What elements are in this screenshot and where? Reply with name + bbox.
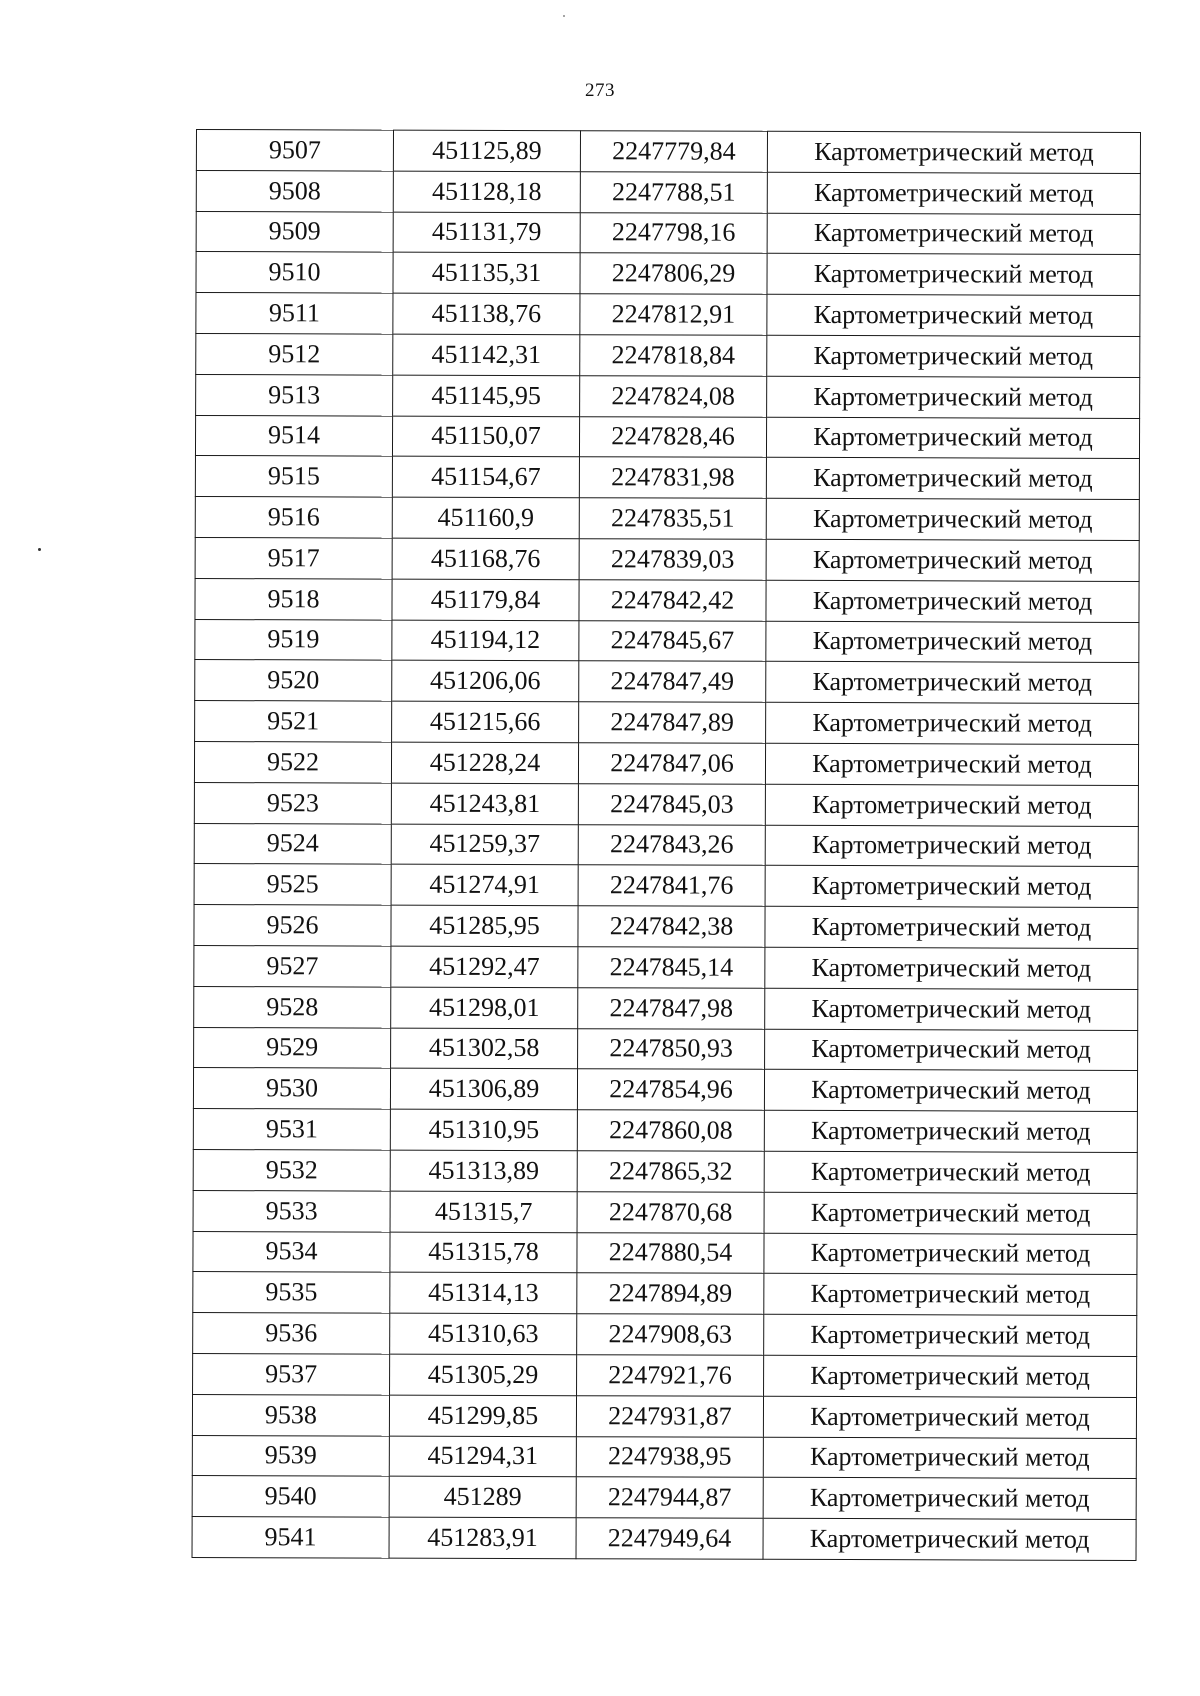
method-cell: Картометрический метод xyxy=(767,335,1140,377)
table-row xyxy=(195,701,1139,745)
method-cell: Картометрический метод xyxy=(765,825,1138,867)
table-row xyxy=(192,1476,1136,1520)
x-coordinate-cell: 451215,66 xyxy=(392,701,579,742)
table-row xyxy=(194,823,1138,867)
x-coordinate-cell: 451228,24 xyxy=(391,742,578,783)
point-number-cell: 9519 xyxy=(195,619,392,660)
table-row xyxy=(194,741,1138,785)
method-cell: Картометрический метод xyxy=(765,906,1138,948)
y-coordinate-cell: 2247908,63 xyxy=(577,1314,764,1355)
coordinates-table-body xyxy=(192,130,1140,1561)
method-cell: Картометрический метод xyxy=(764,1070,1137,1112)
y-coordinate-cell: 2247831,98 xyxy=(579,457,766,498)
table-row xyxy=(193,1068,1137,1112)
x-coordinate-cell: 451294,31 xyxy=(389,1436,576,1477)
x-coordinate-cell: 451305,29 xyxy=(390,1354,577,1395)
table-row xyxy=(194,905,1138,949)
y-coordinate-cell: 2247854,96 xyxy=(577,1069,764,1110)
point-number-cell: 9520 xyxy=(195,660,392,701)
table-row xyxy=(196,293,1140,337)
method-cell: Картометрический метод xyxy=(767,376,1140,418)
y-coordinate-cell: 2247847,49 xyxy=(579,661,766,702)
y-coordinate-cell: 2247798,16 xyxy=(580,212,767,253)
y-coordinate-cell: 2247818,84 xyxy=(580,335,767,376)
point-number-cell: 9508 xyxy=(196,170,393,211)
method-cell: Картометрический метод xyxy=(767,213,1140,255)
table-row xyxy=(193,1109,1137,1153)
table-row xyxy=(192,1517,1136,1561)
x-coordinate-cell: 451154,67 xyxy=(392,456,579,497)
y-coordinate-cell: 2247847,06 xyxy=(578,743,765,784)
x-coordinate-cell: 451283,91 xyxy=(389,1517,576,1558)
method-cell: Картометрический метод xyxy=(766,458,1139,500)
point-number-cell: 9507 xyxy=(196,130,393,171)
y-coordinate-cell: 2247839,03 xyxy=(579,539,766,580)
y-coordinate-cell: 2247944,87 xyxy=(576,1477,763,1518)
table-row xyxy=(195,497,1139,541)
point-number-cell: 9509 xyxy=(196,211,393,252)
y-coordinate-cell: 2247938,95 xyxy=(576,1436,763,1477)
table-row xyxy=(194,945,1138,989)
point-number-cell: 9522 xyxy=(194,741,391,782)
point-number-cell: 9537 xyxy=(193,1353,390,1394)
table-row xyxy=(193,1149,1137,1193)
x-coordinate-cell: 451243,81 xyxy=(391,783,578,824)
point-number-cell: 9512 xyxy=(196,333,393,374)
x-coordinate-cell: 451310,95 xyxy=(390,1109,577,1150)
y-coordinate-cell: 2247850,93 xyxy=(578,1028,765,1069)
table-row xyxy=(194,1027,1138,1071)
x-coordinate-cell: 451314,13 xyxy=(390,1272,577,1313)
point-number-cell: 9538 xyxy=(192,1394,389,1435)
method-cell: Картометрический метод xyxy=(763,1396,1136,1438)
table-row xyxy=(195,619,1139,663)
x-coordinate-cell: 451131,79 xyxy=(393,212,580,253)
y-coordinate-cell: 2247845,03 xyxy=(578,783,765,824)
point-number-cell: 9532 xyxy=(193,1149,390,1190)
x-coordinate-cell: 451128,18 xyxy=(393,171,580,212)
x-coordinate-cell: 451285,95 xyxy=(391,905,578,946)
x-coordinate-cell: 451138,76 xyxy=(393,293,580,334)
x-coordinate-cell: 451306,89 xyxy=(390,1068,577,1109)
method-cell: Картометрический метод xyxy=(765,784,1138,826)
y-coordinate-cell: 2247894,89 xyxy=(577,1273,764,1314)
table-row xyxy=(195,660,1139,704)
table-row xyxy=(192,1394,1136,1438)
method-cell: Картометрический метод xyxy=(764,1151,1137,1193)
y-coordinate-cell: 2247949,64 xyxy=(576,1518,763,1559)
table-row xyxy=(195,415,1139,459)
point-number-cell: 9510 xyxy=(196,252,393,293)
scan-speck xyxy=(38,548,41,551)
point-number-cell: 9518 xyxy=(195,578,392,619)
x-coordinate-cell: 451142,31 xyxy=(393,334,580,375)
x-coordinate-cell: 451315,7 xyxy=(390,1191,577,1232)
method-cell: Картометрический метод xyxy=(764,1355,1137,1397)
x-coordinate-cell: 451194,12 xyxy=(392,620,579,661)
method-cell: Картометрический метод xyxy=(767,172,1140,214)
x-coordinate-cell: 451292,47 xyxy=(391,946,578,987)
y-coordinate-cell: 2247845,14 xyxy=(578,947,765,988)
y-coordinate-cell: 2247931,87 xyxy=(576,1395,763,1436)
point-number-cell: 9533 xyxy=(193,1190,390,1231)
x-coordinate-cell: 451274,91 xyxy=(391,864,578,905)
point-number-cell: 9536 xyxy=(193,1313,390,1354)
page-number: 273 xyxy=(585,80,615,101)
x-coordinate-cell: 451125,89 xyxy=(393,130,580,171)
table-row xyxy=(196,170,1140,214)
x-coordinate-cell: 451168,76 xyxy=(392,538,579,579)
y-coordinate-cell: 2247841,76 xyxy=(578,865,765,906)
method-cell: Картометрический метод xyxy=(767,131,1140,173)
x-coordinate-cell: 451145,95 xyxy=(393,375,580,416)
point-number-cell: 9511 xyxy=(196,293,393,334)
x-coordinate-cell: 451302,58 xyxy=(391,1028,578,1069)
method-cell: Картометрический метод xyxy=(766,621,1139,663)
method-cell: Картометрический метод xyxy=(764,1274,1137,1316)
table-row xyxy=(196,374,1140,418)
y-coordinate-cell: 2247843,26 xyxy=(578,824,765,865)
table-row xyxy=(193,1272,1137,1316)
y-coordinate-cell: 2247779,84 xyxy=(580,131,767,172)
scan-speck xyxy=(563,15,565,17)
x-coordinate-cell: 451259,37 xyxy=(391,824,578,865)
method-cell: Картометрический метод xyxy=(764,1192,1137,1234)
point-number-cell: 9526 xyxy=(194,905,391,946)
y-coordinate-cell: 2247847,89 xyxy=(579,702,766,743)
y-coordinate-cell: 2247812,91 xyxy=(580,294,767,335)
table-row xyxy=(192,1435,1136,1479)
method-cell: Картометрический метод xyxy=(763,1518,1136,1560)
y-coordinate-cell: 2247788,51 xyxy=(580,172,767,213)
x-coordinate-cell: 451135,31 xyxy=(393,253,580,294)
table-row xyxy=(194,782,1138,826)
point-number-cell: 9531 xyxy=(193,1109,390,1150)
point-number-cell: 9527 xyxy=(194,945,391,986)
y-coordinate-cell: 2247845,67 xyxy=(579,620,766,661)
point-number-cell: 9540 xyxy=(192,1476,389,1517)
point-number-cell: 9534 xyxy=(193,1231,390,1272)
point-number-cell: 9513 xyxy=(196,374,393,415)
method-cell: Картометрический метод xyxy=(766,662,1139,704)
table-row xyxy=(193,1190,1137,1234)
y-coordinate-cell: 2247806,29 xyxy=(580,253,767,294)
table-row xyxy=(196,252,1140,296)
table-row xyxy=(195,456,1139,500)
y-coordinate-cell: 2247921,76 xyxy=(577,1355,764,1396)
y-coordinate-cell: 2247870,68 xyxy=(577,1191,764,1232)
coordinates-table xyxy=(192,129,1141,1561)
method-cell: Картометрический метод xyxy=(763,1478,1136,1520)
table-row xyxy=(193,1313,1137,1357)
y-coordinate-cell: 2247865,32 xyxy=(577,1151,764,1192)
table-row xyxy=(196,130,1140,174)
method-cell: Картометрический метод xyxy=(764,1110,1137,1152)
method-cell: Картометрический метод xyxy=(763,1437,1136,1479)
point-number-cell: 9516 xyxy=(195,497,392,538)
point-number-cell: 9530 xyxy=(193,1068,390,1109)
table-row xyxy=(193,1353,1137,1397)
point-number-cell: 9541 xyxy=(192,1517,389,1558)
method-cell: Картометрический метод xyxy=(765,947,1138,989)
y-coordinate-cell: 2247828,46 xyxy=(579,416,766,457)
table-row xyxy=(196,333,1140,377)
point-number-cell: 9539 xyxy=(192,1435,389,1476)
method-cell: Картометрический метод xyxy=(765,743,1138,785)
point-number-cell: 9514 xyxy=(195,415,392,456)
x-coordinate-cell: 451179,84 xyxy=(392,579,579,620)
point-number-cell: 9524 xyxy=(194,823,391,864)
point-number-cell: 9517 xyxy=(195,537,392,578)
y-coordinate-cell: 2247847,98 xyxy=(578,987,765,1028)
x-coordinate-cell: 451313,89 xyxy=(390,1150,577,1191)
x-coordinate-cell: 451298,01 xyxy=(391,987,578,1028)
point-number-cell: 9535 xyxy=(193,1272,390,1313)
y-coordinate-cell: 2247835,51 xyxy=(579,498,766,539)
table-row xyxy=(194,864,1138,908)
point-number-cell: 9515 xyxy=(195,456,392,497)
method-cell: Картометрический метод xyxy=(767,294,1140,336)
x-coordinate-cell: 451310,63 xyxy=(390,1313,577,1354)
x-coordinate-cell: 451206,06 xyxy=(392,660,579,701)
point-number-cell: 9529 xyxy=(194,1027,391,1068)
y-coordinate-cell: 2247842,42 xyxy=(579,579,766,620)
x-coordinate-cell: 451299,85 xyxy=(389,1395,576,1436)
method-cell: Картометрический метод xyxy=(766,580,1139,622)
table-row xyxy=(193,1231,1137,1275)
method-cell: Картометрический метод xyxy=(766,539,1139,581)
method-cell: Картометрический метод xyxy=(764,1233,1137,1275)
table-row xyxy=(196,211,1140,255)
method-cell: Картометрический метод xyxy=(766,498,1139,540)
method-cell: Картометрический метод xyxy=(766,702,1139,744)
x-coordinate-cell: 451315,78 xyxy=(390,1232,577,1273)
y-coordinate-cell: 2247842,38 xyxy=(578,906,765,947)
y-coordinate-cell: 2247860,08 xyxy=(577,1110,764,1151)
table-row xyxy=(195,537,1139,581)
method-cell: Картометрический метод xyxy=(767,254,1140,296)
method-cell: Картометрический метод xyxy=(765,988,1138,1030)
point-number-cell: 9528 xyxy=(194,986,391,1027)
point-number-cell: 9525 xyxy=(194,864,391,905)
x-coordinate-cell: 451150,07 xyxy=(392,416,579,457)
x-coordinate-cell: 451160,9 xyxy=(392,497,579,538)
y-coordinate-cell: 2247824,08 xyxy=(580,375,767,416)
table-row xyxy=(195,578,1139,622)
point-number-cell: 9523 xyxy=(194,782,391,823)
method-cell: Картометрический метод xyxy=(765,1029,1138,1071)
method-cell: Картометрический метод xyxy=(766,417,1139,459)
point-number-cell: 9521 xyxy=(195,701,392,742)
method-cell: Картометрический метод xyxy=(765,866,1138,908)
table-row xyxy=(194,986,1138,1030)
method-cell: Картометрический метод xyxy=(764,1314,1137,1356)
x-coordinate-cell: 451289 xyxy=(389,1476,576,1517)
y-coordinate-cell: 2247880,54 xyxy=(577,1232,764,1273)
